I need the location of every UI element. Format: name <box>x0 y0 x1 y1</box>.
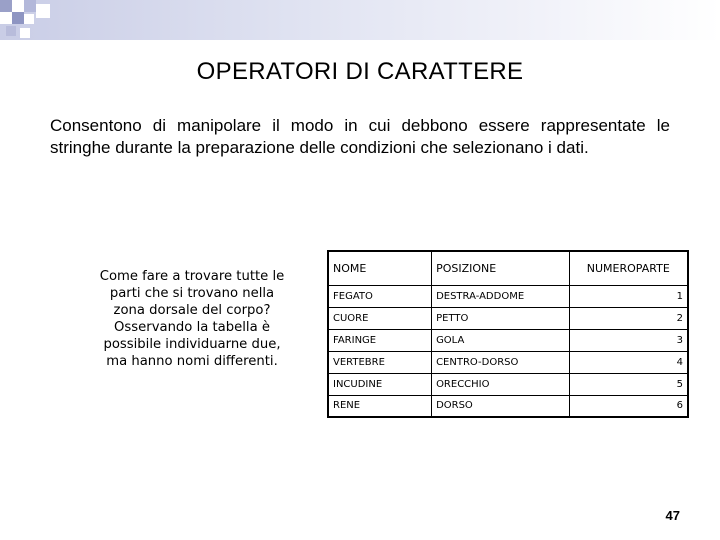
cell-posizione: CENTRO-DORSO <box>432 351 570 373</box>
table-row <box>328 395 688 417</box>
cell-numeroparte: 6 <box>569 395 688 417</box>
cell-nome: CUORE <box>328 307 432 329</box>
table-row <box>328 351 688 373</box>
cell-posizione: GOLA <box>432 329 570 351</box>
intro-paragraph: Consentono di manipolare il modo in cui debbono essere rappresentate le stringhe durante la preparazione delle condizioni che selezionano i dati. <box>50 116 670 157</box>
cell-posizione: ORECCHIO <box>432 373 570 395</box>
cell-numeroparte: 4 <box>569 351 688 373</box>
cell-numeroparte: 2 <box>569 307 688 329</box>
cell-nome: VERTEBRE <box>328 351 432 373</box>
page-number: 47 <box>665 508 680 523</box>
cell-posizione: DESTRA-ADDOME <box>432 285 570 307</box>
cell-nome: RENE <box>328 395 432 417</box>
header-posizione: POSIZIONE <box>432 251 570 285</box>
table-row <box>328 329 688 351</box>
header-nome: NOME <box>328 251 432 285</box>
cell-numeroparte: 1 <box>569 285 688 307</box>
table-header-row <box>328 251 688 285</box>
side-note: Come fare a trovare tutte le parti che si trovano nella zona dorsale del corpo? Osservando la tabella è possibile individuarne due, ma hanno nomi differenti. <box>99 269 285 369</box>
table-row <box>328 307 688 329</box>
header-numeroparte: NUMEROPARTE <box>569 251 688 285</box>
cell-numeroparte: 3 <box>569 329 688 351</box>
cell-numeroparte: 5 <box>569 373 688 395</box>
slide-title: OPERATORI DI CARATTERE <box>196 58 524 85</box>
header-decorative-band <box>0 0 720 40</box>
cell-nome: FARINGE <box>328 329 432 351</box>
cell-nome: INCUDINE <box>328 373 432 395</box>
cell-posizione: PETTO <box>432 307 570 329</box>
cell-nome: FEGATO <box>328 285 432 307</box>
table-row <box>328 373 688 395</box>
table-row <box>328 285 688 307</box>
cell-posizione: DORSO <box>432 395 570 417</box>
checker-decoration <box>0 0 60 44</box>
parts-table <box>327 250 689 418</box>
